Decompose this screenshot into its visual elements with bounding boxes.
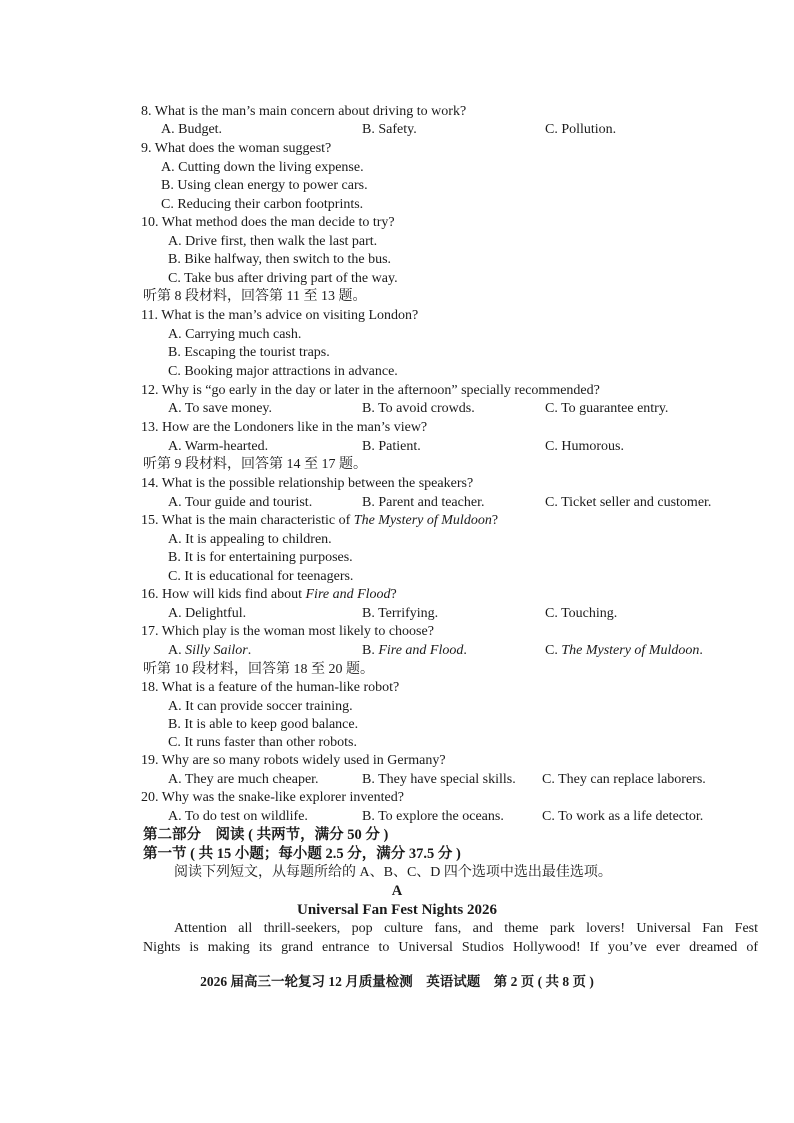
question-19-option-a: A. They are much cheaper. (168, 772, 319, 787)
question-12-stem: 12. Why is “go early in the day or later in the afternoon” specially recommended? (141, 383, 600, 398)
reading-instruction: 阅读下列短文，从每题所给的 A、B、C、D 四个选项中选出最佳选项。 (174, 865, 612, 880)
question-20-option-b: B. To explore the oceans. (362, 809, 504, 824)
question-18-option-b: B. It is able to keep good balance. (168, 717, 359, 732)
question-11-option-c: C. Booking major attractions in advance. (168, 364, 398, 379)
question-12-option-a: A. To save money. (168, 401, 273, 416)
section-8-instruction: 听第 8 段材料，回答第 11 至 13 题。 (143, 289, 367, 304)
section-10-instruction: 听第 10 段材料，回答第 18 至 20 题。 (143, 662, 374, 677)
question-10-option-b: B. Bike halfway, then switch to the bus. (168, 252, 392, 267)
question-17-option-a (168, 642, 251, 660)
question-14-option-c: C. Ticket seller and customer. (545, 495, 712, 510)
question-15-play-title: The Mystery of Muldoon (353, 513, 492, 528)
question-8-stem: 8. What is the man’s main concern about driving to work? (141, 104, 467, 119)
question-20-option-c: C. To work as a life detector. (542, 809, 704, 824)
question-15-stem-text: 15. What is the main characteristic of (141, 513, 354, 528)
section-9-instruction: 听第 9 段材料，回答第 14 至 17 题。 (143, 457, 367, 472)
question-16-stem-text: 16. How will kids find about (141, 587, 306, 602)
question-14-stem: 14. What is the possible relationship between the speakers? (141, 476, 474, 491)
passage-title: Universal Fan Fest Nights 2026 (297, 902, 497, 918)
question-20-stem: 20. Why was the snake-like explorer invented? (141, 790, 404, 805)
question-14-option-b: B. Parent and teacher. (362, 495, 485, 510)
question-9-option-b: B. Using clean energy to power cars. (161, 178, 368, 193)
question-18-option-c: C. It runs faster than other robots. (168, 735, 357, 750)
question-16-stem (141, 586, 397, 604)
question-17-option-b (362, 642, 467, 660)
question-19-option-c: C. They can replace laborers. (542, 772, 706, 787)
question-13-stem: 13. How are the Londoners like in the man’s view? (141, 420, 428, 435)
question-16-question-mark: ? (390, 587, 397, 602)
question-15-stem (141, 512, 498, 530)
question-10-option-a: A. Drive first, then walk the last part. (168, 234, 378, 249)
option-letter: A. (168, 643, 186, 658)
option-letter: C. (545, 643, 562, 658)
play-title: Silly Sailor (185, 643, 248, 658)
period: . (699, 643, 703, 658)
question-19-option-b: B. They have special skills. (362, 772, 516, 787)
question-15-option-c: C. It is educational for teenagers. (168, 569, 354, 584)
question-9-option-a: A. Cutting down the living expense. (161, 160, 364, 175)
question-12-option-c: C. To guarantee entry. (545, 401, 669, 416)
question-15-option-b: B. It is for entertaining purposes. (168, 550, 353, 565)
question-8-option-c: C. Pollution. (545, 122, 617, 137)
question-16-play-title: Fire and Flood (305, 587, 391, 602)
period: . (463, 643, 467, 658)
question-16-option-c: C. Touching. (545, 606, 618, 621)
question-8-option-b: B. Safety. (362, 122, 417, 137)
question-20-option-a: A. To do test on wildlife. (168, 809, 308, 824)
question-16-option-a: A. Delightful. (168, 606, 247, 621)
question-17-option-c (545, 642, 703, 660)
passage-text-line-2: Nights is making its grand entrance to Universal Studios Hollywood! If you’ve ever dreamed of (143, 940, 758, 955)
question-13-option-b: B. Patient. (362, 439, 421, 454)
question-10-stem: 10. What method does the man decide to try? (141, 215, 395, 230)
question-9-option-c: C. Reducing their carbon footprints. (161, 197, 364, 212)
question-18-option-a: A. It can provide soccer training. (168, 699, 353, 714)
period: . (247, 643, 252, 658)
option-letter: B. (362, 643, 379, 658)
question-19-stem: 19. Why are so many robots widely used in Germany? (141, 753, 446, 768)
question-16-option-b: B. Terrifying. (362, 606, 439, 621)
play-title: Fire and Flood (378, 643, 464, 658)
play-title: The Mystery of Muldoon (561, 643, 700, 658)
question-13-option-a: A. Warm-hearted. (168, 439, 269, 454)
question-8-option-a: A. Budget. (161, 122, 223, 137)
part-2-section-1-heading: 第一节 ( 共 15 小题；每小题 2.5 分，满分 37.5 分 ) (143, 846, 461, 862)
question-14-option-a: A. Tour guide and tourist. (168, 495, 313, 510)
question-18-stem: 18. What is a feature of the human-like robot? (141, 680, 400, 695)
passage-letter: A (391, 883, 403, 899)
question-11-stem: 11. What is the man’s advice on visiting London? (141, 308, 419, 323)
passage-text-line-1: Attention all thrill-seekers, pop culture fans, and theme park lovers! Universal Fan Fest (174, 921, 758, 936)
page-footer: 2026 届高三一轮复习 12 月质量检测 英语试题 第 2 页 ( 共 8 页 ) (200, 974, 594, 989)
question-12-option-b: B. To avoid crowds. (362, 401, 475, 416)
question-11-option-b: B. Escaping the tourist traps. (168, 345, 330, 360)
question-13-option-c: C. Humorous. (545, 439, 624, 454)
question-10-option-c: C. Take bus after driving part of the way. (168, 271, 398, 286)
question-15-option-a: A. It is appealing to children. (168, 532, 332, 547)
question-9-stem: 9. What does the woman suggest? (141, 141, 332, 156)
question-17-stem: 17. Which play is the woman most likely to choose? (141, 624, 434, 639)
question-15-question-mark: ? (491, 513, 499, 528)
part-2-heading: 第二部分 阅读 ( 共两节，满分 50 分 ) (143, 827, 389, 843)
question-11-option-a: A. Carrying much cash. (168, 327, 302, 342)
